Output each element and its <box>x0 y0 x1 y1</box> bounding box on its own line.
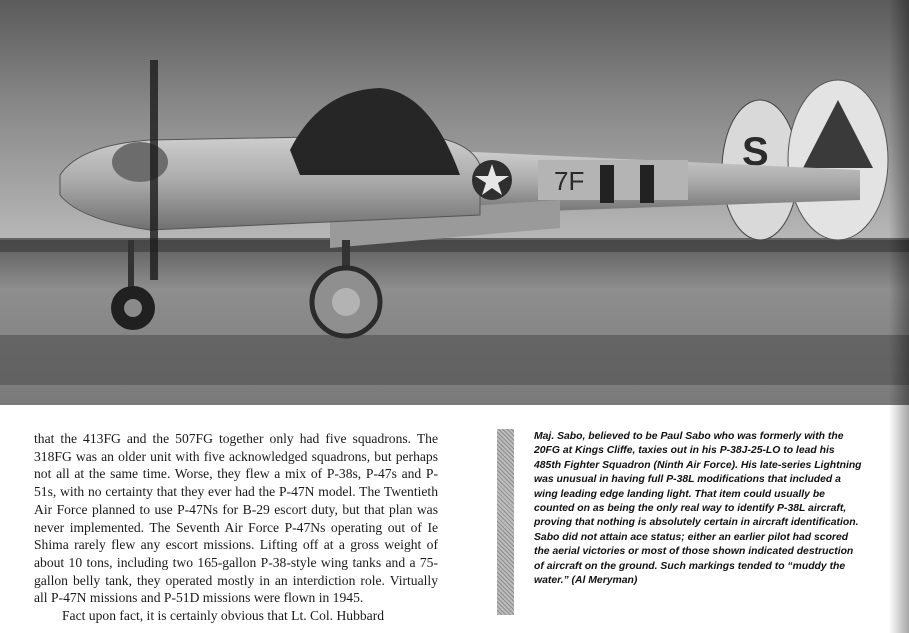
caption-hatched-bar <box>497 429 514 615</box>
body-paragraph: that the 413FG and the 507FG together only had five squadrons. The 318FG was an older unit with five acknowledged squadrons, but perhaps not all at the same time. Worse, they flew a mix of P-38s, P-47s and P-51s, with no certainty that they ever had the P-47N model. The Twentieth Air Force planned to use P-47Ns for B-29 escort duty, but that plan was never implemented. The Seventh Air Force P-47Ns operating out of Ie Shima rarely flew any escort missions. Lifting off at a gross weight of about 10 tons, including two 165-gallon P-38-style wing tanks and a 75-gallon belly tank, they operated mostly in an interdiction role. Virtually all P-47N missions and P-51D missions were flown in 1945. <box>34 431 438 606</box>
runway-shadow <box>0 335 909 385</box>
propeller-blade <box>150 60 158 280</box>
body-paragraph: Fact upon fact, it is certainly obvious that Lt. Col. Hubbard <box>62 608 385 624</box>
treeline <box>0 238 909 252</box>
propeller-spinner <box>112 142 168 182</box>
main-wheel-hub <box>332 288 360 316</box>
tail-letter: S <box>742 130 769 174</box>
nose-wheel-hub <box>124 299 142 317</box>
invasion-stripe <box>600 165 614 203</box>
page-gutter-shadow <box>889 0 909 633</box>
photo-caption: Maj. Sabo, believed to be Paul Sabo who was formerly with the 20FG at Kings Cliffe, taxies out in his P-38J-25-LO to lead his 485th Fighter Squadron (Ninth Air Force). His late-series Lightning was unusual in having full P-38L modifications that included a wing leading edge landing light. That item could usually be counted on as being the only real way to identify P-38L aircraft, proving that nothing is absolutely certain in aircraft identification. Sabo did not attain ace status; either an earlier pilot had scored the aerial victories or most of those shown indicated destruction of aircraft on the ground. Such markings tended to “muddy the water.” (Al Meryman) <box>534 431 862 587</box>
invasion-stripe <box>640 165 654 203</box>
fuselage-code: 7F <box>554 166 585 196</box>
body-text-column <box>34 430 438 625</box>
